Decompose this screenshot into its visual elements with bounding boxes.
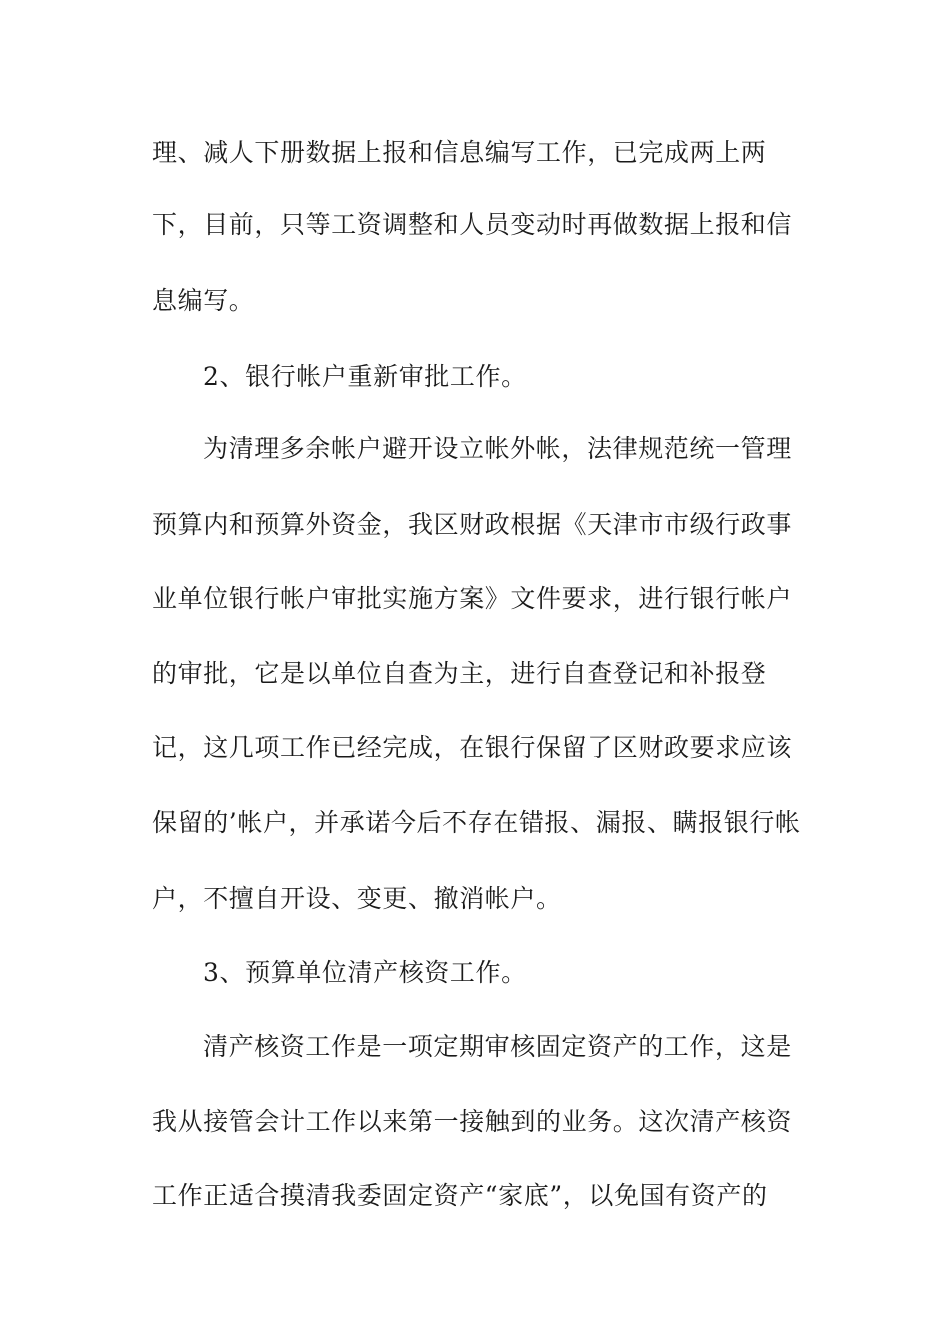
text-line: 预算内和预算外资金，我区财政根据《天津市市级行政事 xyxy=(152,510,793,539)
text-line: 户，不擅自开设、变更、撤消帐户。 xyxy=(152,884,562,913)
text-line: 工作正适合摸清我委固定资产“家底”，以免国有资产的 xyxy=(152,1181,768,1210)
text-line: 记，这几项工作已经完成，在银行保留了区财政要求应该 xyxy=(152,733,793,762)
text-line: 下，目前，只等工资调整和人员变动时再做数据上报和信 xyxy=(152,210,793,239)
text-line: 的审批，它是以单位自查为主，进行自查登记和补报登 xyxy=(152,659,767,688)
text-line: 清产核资工作是一项定期审核固定资产的工作，这是 xyxy=(203,1032,792,1061)
text-line: 息编写。 xyxy=(152,286,255,315)
text-line: 理、减人下册数据上报和信息编写工作，已完成两上两 xyxy=(152,138,767,167)
text-line: 为清理多余帐户避开设立帐外帐，法律规范统一管理 xyxy=(203,434,792,463)
section-heading: 3、预算单位清产核资工作。 xyxy=(203,958,527,987)
text-line: 我从接管会计工作以来第一接触到的业务。这次清产核资 xyxy=(152,1107,793,1136)
text-line: 保留的’帐户，并承诺今后不存在错报、漏报、瞒报银行帐 xyxy=(152,808,801,837)
text-line: 业单位银行帐户审批实施方案》文件要求，进行银行帐户 xyxy=(152,584,793,613)
section-heading: 2、银行帐户重新审批工作。 xyxy=(203,362,527,391)
